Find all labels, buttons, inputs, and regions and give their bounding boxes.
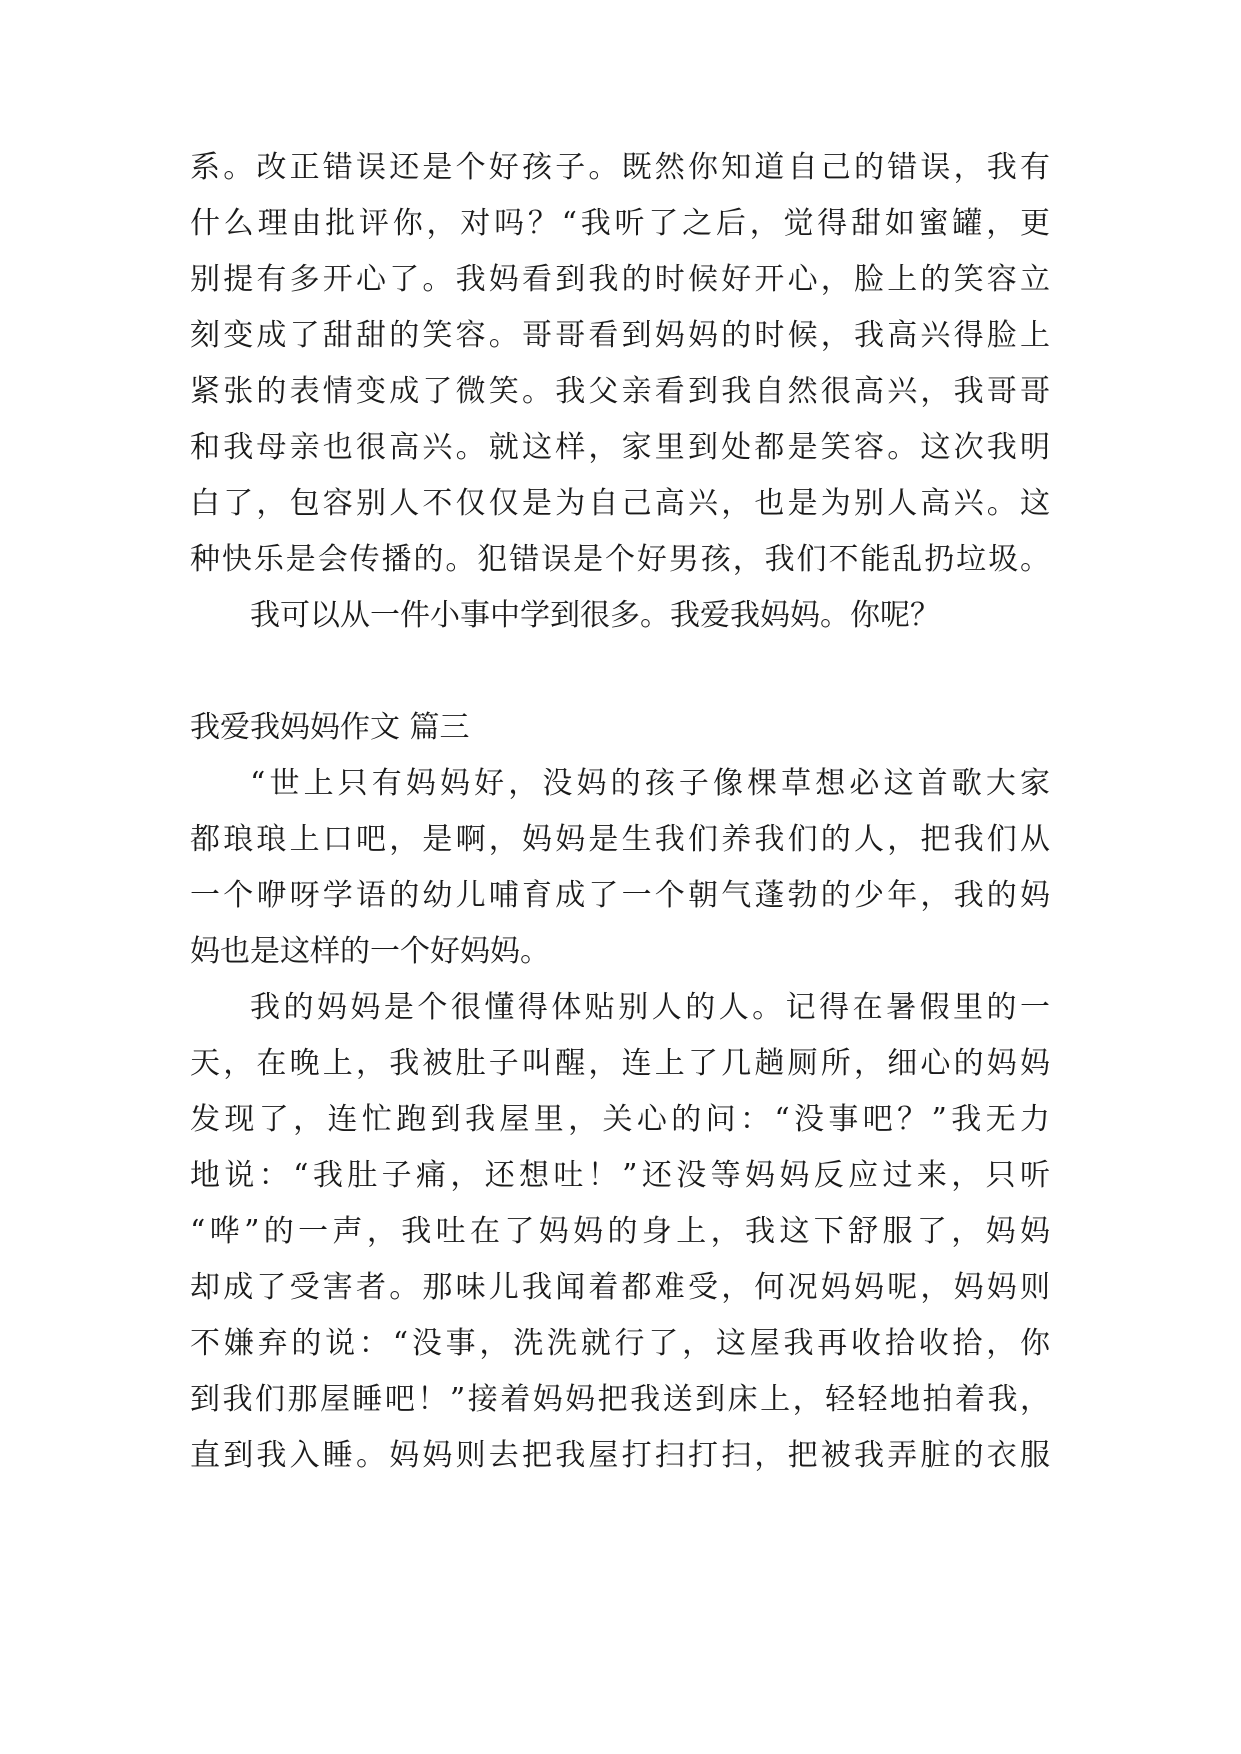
paragraph-line: 地说：“我肚子痛，还想吐！”还没等妈妈反应过来，只听	[190, 1158, 1050, 1193]
paragraph-line: 刻变成了甜甜的笑容。哥哥看到妈妈的时候，我高兴得脸上	[190, 318, 1050, 353]
paragraph-line: 妈也是这样的一个好妈妈。	[190, 934, 550, 969]
paragraph-line: 不嫌弃的说：“没事，洗洗就行了，这屋我再收拾收拾，你	[190, 1326, 1050, 1361]
paragraph-line: 都琅琅上口吧，是啊，妈妈是生我们养我们的人，把我们从	[190, 822, 1050, 857]
paragraph-line: 系。改正错误还是个好孩子。既然你知道自己的错误，我有	[190, 150, 1050, 185]
paragraph-line: “哗”的一声，我吐在了妈妈的身上，我这下舒服了，妈妈	[190, 1214, 1050, 1249]
paragraph-line: 到我们那屋睡吧！”接着妈妈把我送到床上，轻轻地拍着我，	[190, 1382, 1050, 1417]
section-heading: 我爱我妈妈作文 篇三	[190, 710, 470, 745]
paragraph-line: 和我母亲也很高兴。就这样，家里到处都是笑容。这次我明	[190, 430, 1050, 465]
paragraph-line: 一个咿呀学语的幼儿哺育成了一个朝气蓬勃的少年，我的妈	[190, 878, 1050, 913]
paragraph-line: 天，在晚上，我被肚子叫醒，连上了几趟厕所，细心的妈妈	[190, 1046, 1050, 1081]
paragraph-line: 什么理由批评你，对吗？“我听了之后，觉得甜如蜜罐，更	[190, 206, 1050, 241]
paragraph-line: 种快乐是会传播的。犯错误是个好男孩，我们不能乱扔垃圾。	[190, 542, 1050, 577]
paragraph-line: 直到我入睡。妈妈则去把我屋打扫打扫，把被我弄脏的衣服	[190, 1438, 1050, 1473]
paragraph-line: “世上只有妈妈好，没妈的孩子像棵草想必这首歌大家	[250, 766, 1050, 801]
paragraph-line: 别提有多开心了。我妈看到我的时候好开心，脸上的笑容立	[190, 262, 1050, 297]
paragraph-line: 我的妈妈是个很懂得体贴别人的人。记得在暑假里的一	[250, 990, 1050, 1025]
paragraph-line: 紧张的表情变成了微笑。我父亲看到我自然很高兴，我哥哥	[190, 374, 1050, 409]
paragraph-line: 发现了，连忙跑到我屋里，关心的问：“没事吧？”我无力	[190, 1102, 1050, 1137]
paragraph-line: 我可以从一件小事中学到很多。我爱我妈妈。你呢？	[250, 598, 940, 633]
paragraph-line: 白了，包容别人不仅仅是为自己高兴，也是为别人高兴。这	[190, 486, 1050, 521]
paragraph-line: 却成了受害者。那味儿我闻着都难受，何况妈妈呢，妈妈则	[190, 1270, 1050, 1305]
